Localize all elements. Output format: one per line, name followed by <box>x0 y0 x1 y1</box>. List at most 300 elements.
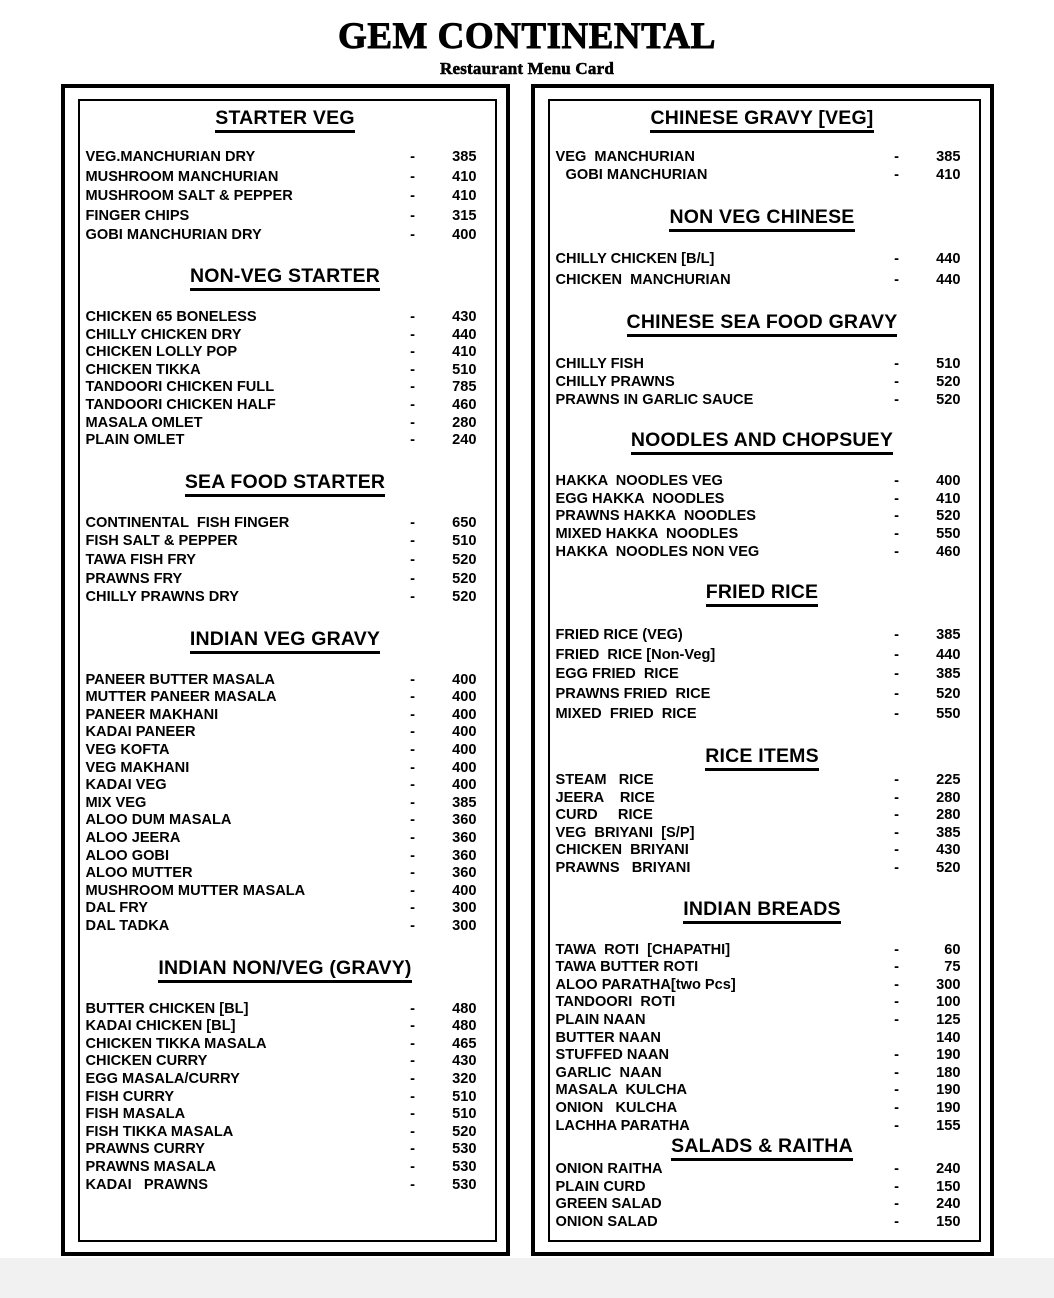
menu-item-row <box>554 995 971 1010</box>
menu-item-row <box>84 345 487 360</box>
menu-item-price: 240 <box>936 1161 961 1178</box>
menu-item-name: ALOO JEERA <box>85 830 181 847</box>
menu-item-price: 180 <box>936 1064 961 1081</box>
menu-item-price: 385 <box>936 149 961 165</box>
menu-item-row <box>554 527 971 542</box>
menu-item-name: ONION KULCHA <box>555 1100 678 1116</box>
menu-item-row <box>554 978 971 993</box>
menu-item-row <box>84 778 487 793</box>
menu-item-row <box>84 743 487 758</box>
menu-item-row <box>84 1037 487 1052</box>
menu-item-name: LACHHA PARATHA <box>555 1117 690 1134</box>
section-heading-non-veg-starter <box>84 265 487 288</box>
menu-item-name: PANEER BUTTER MASALA <box>85 671 275 688</box>
menu-item-dash: - <box>894 666 899 683</box>
menu-item-row <box>84 901 487 916</box>
menu-item-row <box>84 1090 487 1105</box>
menu-item-row <box>554 1180 971 1195</box>
menu-item-row <box>84 228 487 243</box>
menu-item-price: 400 <box>936 473 961 490</box>
menu-item-name: GOBI MANCHURIAN <box>561 166 708 183</box>
menu-item-dash: - <box>894 356 899 373</box>
menu-item-row <box>554 252 971 267</box>
menu-item-dash: - <box>410 706 415 723</box>
menu-item-name: PLAIN OMLET <box>85 432 185 449</box>
menu-item-row <box>554 1162 971 1177</box>
section-heading-text: FRIED RICE <box>706 581 819 607</box>
menu-item-price: 385 <box>936 824 961 841</box>
menu-item-row <box>84 170 487 185</box>
menu-item-list <box>554 943 971 1134</box>
section-heading-text: STARTER VEG <box>215 107 354 133</box>
menu-item-price: 300 <box>452 918 477 934</box>
menu-item-name: MASALA KULCHA <box>555 1082 688 1099</box>
menu-item-dash: - <box>410 168 415 185</box>
section-heading-text: INDIAN BREADS <box>683 898 841 924</box>
menu-item-row <box>84 398 487 413</box>
section-heading-indian-veg-gravy <box>84 628 487 651</box>
menu-item-row <box>84 516 487 531</box>
menu-item-name: CONTINENTAL FISH FINGER <box>85 514 290 531</box>
section-heading-chinese-gravy-veg <box>554 107 971 130</box>
menu-item-price: 400 <box>452 724 477 741</box>
menu-item-dash: - <box>894 959 899 976</box>
menu-item-name: ALOO MUTTER <box>85 865 193 882</box>
menu-item-row <box>554 628 971 643</box>
section-heading-indian-breads <box>554 898 971 921</box>
menu-item-row <box>84 1107 487 1122</box>
menu-item-dash: - <box>410 1053 415 1070</box>
menu-item-row <box>84 553 487 568</box>
menu-section-non-veg-chinese <box>554 206 971 287</box>
section-heading-noodles-and-chopsuey <box>554 429 971 452</box>
menu-item-dash: - <box>410 759 415 776</box>
menu-item-dash: - <box>410 414 415 431</box>
menu-item-dash: - <box>410 149 415 165</box>
menu-item-name: JEERA RICE <box>555 789 655 806</box>
menu-item-dash: - <box>410 794 415 811</box>
menu-item-price: 410 <box>452 188 477 205</box>
menu-item-name: BUTTER CHICKEN [BL] <box>85 1000 249 1017</box>
menu-item-dash: - <box>410 1070 415 1087</box>
menu-item-price: 320 <box>452 1070 477 1087</box>
menu-item-dash: - <box>410 207 415 224</box>
menu-item-name: HAKKA NOODLES VEG <box>555 473 723 490</box>
section-heading-indian-non-veg-gravy <box>84 957 487 980</box>
menu-item-dash: - <box>894 976 899 993</box>
menu-item-name: FISH SALT & PEPPER <box>85 533 238 550</box>
menu-item-name: CHILLY CHICKEN DRY <box>85 326 242 343</box>
menu-section-non-veg-starter <box>84 265 487 448</box>
menu-item-dash: - <box>410 514 415 531</box>
menu-item-name: EGG HAKKA NOODLES <box>555 490 725 507</box>
menu-item-price: 140 <box>936 1029 961 1046</box>
menu-item-row <box>84 189 487 204</box>
menu-item-price: 510 <box>452 361 477 378</box>
menu-item-dash: - <box>410 1106 415 1123</box>
menu-item-row <box>554 648 971 663</box>
menu-item-name: CHICKEN TIKKA <box>85 361 201 378</box>
section-heading-salads-raitha <box>554 1135 971 1158</box>
menu-item-price: 315 <box>452 207 477 224</box>
menu-item-price: 430 <box>936 842 961 859</box>
menu-item-dash: - <box>894 1064 899 1081</box>
menu-item-name: TANDOORI CHICKEN FULL <box>85 379 275 396</box>
menu-item-price: 550 <box>936 525 961 542</box>
menu-item-price: 440 <box>452 326 477 343</box>
menu-item-list <box>554 150 971 182</box>
menu-item-dash: - <box>894 824 899 841</box>
menu-item-row <box>84 813 487 828</box>
menu-item-dash: - <box>410 1176 415 1193</box>
menu-item-row <box>554 150 971 165</box>
menu-item-price: 190 <box>936 1047 961 1064</box>
menu-item-price: 410 <box>452 344 477 361</box>
menu-item-row <box>84 1178 487 1193</box>
menu-item-name: CHILLY PRAWNS DRY <box>85 589 240 606</box>
menu-item-name: STUFFED NAAN <box>555 1047 670 1064</box>
menu-item-row <box>554 273 971 288</box>
menu-item-row <box>554 1119 971 1134</box>
menu-item-name: EGG FRIED RICE <box>555 666 679 683</box>
menu-item-price: 520 <box>452 570 477 587</box>
menu-item-price: 440 <box>936 646 961 663</box>
menu-item-dash: - <box>894 149 899 165</box>
menu-item-dash: - <box>894 941 899 958</box>
menu-item-name: HAKKA NOODLES NON VEG <box>555 543 760 560</box>
menu-item-price: 520 <box>936 391 961 408</box>
menu-item-name: VEG BRIYANI [S/P] <box>555 824 695 841</box>
menu-item-dash: - <box>894 473 899 490</box>
menu-item-name: CHICKEN BRIYANI <box>555 842 689 859</box>
section-heading-text: SEA FOOD STARTER <box>185 471 385 497</box>
menu-item-price: 225 <box>936 772 961 789</box>
section-heading-text: NON-VEG STARTER <box>190 265 380 291</box>
menu-item-price: 360 <box>452 847 477 864</box>
menu-item-name: TANDOORI ROTI <box>555 994 676 1011</box>
menu-item-dash: - <box>410 396 415 413</box>
menu-item-dash: - <box>410 533 415 550</box>
menu-item-name: CHICKEN 65 BONELESS <box>85 308 257 325</box>
menu-item-list <box>554 773 971 876</box>
menu-item-name: ALOO PARATHA[two Pcs] <box>555 976 736 993</box>
menu-item-row <box>554 357 971 372</box>
menu-item-price: 360 <box>452 830 477 847</box>
menu-item-dash: - <box>894 860 899 877</box>
menu-item-dash: - <box>410 1000 415 1017</box>
menu-item-price: 520 <box>452 1123 477 1140</box>
menu-item-price: 60 <box>944 941 961 958</box>
menu-item-price: 100 <box>936 994 961 1011</box>
menu-item-price: 75 <box>944 959 961 976</box>
menu-item-dash: - <box>894 772 899 789</box>
section-heading-rice-items <box>554 745 971 768</box>
menu-item-dash: - <box>894 490 899 507</box>
menu-item-price: 520 <box>936 373 961 390</box>
menu-item-name: FISH MASALA <box>85 1106 186 1123</box>
menu-item-row <box>554 1101 971 1116</box>
menu-item-row <box>84 690 487 705</box>
menu-item-name: MASALA OMLET <box>85 414 203 431</box>
menu-item-name: FISH CURRY <box>85 1088 175 1105</box>
menu-item-dash: - <box>410 671 415 688</box>
menu-item-dash: - <box>410 432 415 449</box>
menu-item-list <box>554 357 971 407</box>
menu-item-row <box>84 534 487 549</box>
menu-item-dash: - <box>410 308 415 325</box>
menu-item-price: 520 <box>936 860 961 877</box>
menu-item-name: VEG KOFTA <box>85 742 170 759</box>
menu-item-dash: - <box>410 812 415 829</box>
menu-item-row <box>84 1002 487 1017</box>
menu-item-row <box>84 328 487 343</box>
menu-item-row <box>554 393 971 408</box>
menu-section-indian-breads <box>554 898 971 1134</box>
menu-item-price: 510 <box>936 356 961 373</box>
menu-item-price: 150 <box>936 1178 961 1195</box>
menu-item-dash: - <box>410 1158 415 1175</box>
menu-item-dash: - <box>410 689 415 706</box>
menu-item-name: KADAI VEG <box>85 777 167 794</box>
menu-item-row <box>554 1197 971 1212</box>
menu-item-list <box>554 474 971 559</box>
menu-item-price: 360 <box>452 812 477 829</box>
menu-item-dash: - <box>894 685 899 702</box>
menu-item-name: KADAI PRAWNS <box>85 1176 208 1193</box>
menu-item-price: 520 <box>936 685 961 702</box>
menu-item-dash: - <box>410 1088 415 1105</box>
menu-item-dash: - <box>894 1178 899 1195</box>
menu-item-row <box>554 474 971 489</box>
menu-section-indian-veg-gravy <box>84 628 487 934</box>
menu-item-row <box>84 209 487 224</box>
menu-section-rice-items <box>554 745 971 876</box>
menu-item-name: PRAWNS FRIED RICE <box>555 685 711 702</box>
section-heading-text: INDIAN VEG GRAVY <box>190 628 380 654</box>
menu-item-dash: - <box>410 188 415 205</box>
menu-item-row <box>84 1125 487 1140</box>
menu-item-price: 385 <box>936 666 961 683</box>
menu-item-dash: - <box>894 525 899 542</box>
menu-item-row <box>84 708 487 723</box>
menu-item-price: 280 <box>452 414 477 431</box>
menu-item-price: 510 <box>452 1106 477 1123</box>
menu-item-row <box>554 960 971 975</box>
menu-item-dash: - <box>894 1161 899 1178</box>
menu-item-price: 480 <box>452 1018 477 1035</box>
menu-item-price: 430 <box>452 308 477 325</box>
menu-item-list <box>554 628 971 721</box>
menu-item-row <box>84 919 487 934</box>
menu-item-name: CURD RICE <box>555 807 653 824</box>
menu-item-name: VEG MANCHURIAN <box>555 149 695 165</box>
section-heading-text: NON VEG CHINESE <box>669 206 854 232</box>
menu-item-name: PRAWNS BRIYANI <box>555 860 691 877</box>
menu-item-name: GREEN SALAD <box>555 1196 662 1213</box>
menu-item-dash: - <box>894 807 899 824</box>
menu-item-row <box>554 791 971 806</box>
menu-item-dash: - <box>894 627 899 644</box>
menu-item-dash: - <box>410 882 415 899</box>
menu-item-row <box>84 1072 487 1087</box>
menu-item-row <box>554 667 971 682</box>
menu-item-list <box>554 252 971 287</box>
menu-item-dash: - <box>410 777 415 794</box>
menu-panel-left <box>61 84 510 1256</box>
menu-item-name: PRAWNS FRY <box>85 570 183 587</box>
menu-item-row <box>84 1160 487 1175</box>
menu-item-row <box>84 590 487 605</box>
menu-item-dash: - <box>894 1012 899 1029</box>
menu-item-name: KADAI PANEER <box>85 724 196 741</box>
menu-item-row <box>84 1142 487 1157</box>
menu-panel-right-inner <box>548 99 981 1242</box>
menu-item-list <box>554 1162 971 1229</box>
menu-item-dash: - <box>894 251 899 268</box>
menu-item-name: PANEER MAKHANI <box>85 706 219 723</box>
menu-item-price: 785 <box>452 379 477 396</box>
menu-item-dash: - <box>410 1035 415 1052</box>
menu-item-price: 385 <box>452 149 477 165</box>
menu-section-sea-food-starter <box>84 471 487 605</box>
menu-item-name: PRAWNS HAKKA NOODLES <box>555 508 757 525</box>
menu-item-row <box>84 796 487 811</box>
menu-item-price: 430 <box>452 1053 477 1070</box>
menu-item-name: CHILLY CHICKEN [B/L] <box>555 251 715 268</box>
menu-item-name: FRIED RICE (VEG) <box>555 627 683 644</box>
menu-item-name: PRAWNS CURRY <box>85 1141 205 1158</box>
menu-item-price: 530 <box>452 1141 477 1158</box>
menu-item-price: 530 <box>452 1158 477 1175</box>
menu-item-row <box>554 1048 971 1063</box>
menu-item-name: CHICKEN MANCHURIAN <box>555 271 731 288</box>
menu-item-dash: - <box>894 1213 899 1230</box>
menu-item-name: FINGER CHIPS <box>85 207 190 224</box>
menu-item-price: 240 <box>936 1196 961 1213</box>
menu-item-dash: - <box>410 865 415 882</box>
menu-item-name: STEAM RICE <box>555 772 654 789</box>
menu-item-list <box>84 1002 487 1193</box>
menu-item-name: ONION SALAD <box>555 1213 658 1230</box>
menu-item-name: ONION RAITHA <box>555 1161 663 1178</box>
menu-item-dash: - <box>410 379 415 396</box>
menu-section-indian-non-veg-gravy <box>84 957 487 1193</box>
menu-item-dash: - <box>410 551 415 568</box>
menu-item-price: 465 <box>452 1035 477 1052</box>
menu-item-dash: - <box>410 361 415 378</box>
section-heading-non-veg-chinese <box>554 206 971 229</box>
menu-panel-right <box>531 84 994 1256</box>
menu-item-dash: - <box>410 900 415 917</box>
menu-item-dash: - <box>894 1100 899 1116</box>
menu-item-row <box>554 1031 971 1046</box>
menu-item-dash: - <box>410 1018 415 1035</box>
menu-item-list <box>84 516 487 605</box>
section-heading-starter-veg <box>84 107 487 130</box>
section-heading-text: RICE ITEMS <box>705 745 819 771</box>
menu-item-name: DAL FRY <box>85 900 148 917</box>
menu-item-price: 510 <box>452 533 477 550</box>
section-heading-text: SALADS & RAITHA <box>671 1135 853 1161</box>
menu-item-name: VEG MAKHANI <box>85 759 190 776</box>
menu-item-row <box>554 687 971 702</box>
menu-item-name: GARLIC NAAN <box>555 1064 662 1081</box>
menu-item-row <box>554 1013 971 1028</box>
menu-item-name: ALOO GOBI <box>85 847 170 864</box>
menu-item-price: 400 <box>452 777 477 794</box>
menu-item-name: CHICKEN LOLLY POP <box>85 344 238 361</box>
menu-item-price: 155 <box>936 1117 961 1134</box>
menu-item-row <box>84 761 487 776</box>
menu-item-row <box>84 380 487 395</box>
menu-item-price: 400 <box>452 689 477 706</box>
menu-item-price: 460 <box>936 543 961 560</box>
menu-item-dash: - <box>410 570 415 587</box>
menu-item-price: 400 <box>452 671 477 688</box>
menu-item-dash: - <box>410 1141 415 1158</box>
menu-item-price: 410 <box>936 166 961 183</box>
menu-item-row <box>554 1066 971 1081</box>
menu-item-name: TAWA BUTTER ROTI <box>555 959 699 976</box>
section-heading-text: CHINESE SEA FOOD GRAVY <box>627 311 898 337</box>
menu-section-fried-rice <box>554 581 971 721</box>
menu-item-dash: - <box>894 1196 899 1213</box>
menu-item-list <box>84 150 487 243</box>
menu-item-price: 400 <box>452 882 477 899</box>
menu-item-dash: - <box>894 994 899 1011</box>
menu-item-price: 400 <box>452 227 477 244</box>
menu-item-dash: - <box>410 227 415 244</box>
menu-item-price: 440 <box>936 251 961 268</box>
menu-item-price: 520 <box>452 551 477 568</box>
menu-item-name: PLAIN NAAN <box>555 1012 646 1029</box>
menu-item-price: 360 <box>452 865 477 882</box>
menu-panel-left-inner <box>78 99 497 1242</box>
menu-item-row <box>84 884 487 899</box>
menu-item-row <box>554 509 971 524</box>
menu-item-row <box>84 310 487 325</box>
menu-section-chinese-gravy-veg <box>554 107 971 182</box>
section-heading-fried-rice <box>554 581 971 604</box>
menu-item-row <box>554 773 971 788</box>
menu-item-row <box>554 843 971 858</box>
menu-item-dash: - <box>894 391 899 408</box>
menu-item-name: MIXED HAKKA NOODLES <box>555 525 739 542</box>
menu-item-name: PRAWNS MASALA <box>85 1158 217 1175</box>
section-heading-text: INDIAN NON/VEG (GRAVY) <box>158 957 411 983</box>
menu-section-starter-veg <box>84 107 487 243</box>
menu-item-price: 125 <box>936 1012 961 1029</box>
menu-item-name: CHILLY PRAWNS <box>555 373 675 390</box>
menu-item-dash: - <box>894 543 899 560</box>
menu-item-dash: - <box>894 646 899 663</box>
menu-item-dash: - <box>410 847 415 864</box>
menu-item-name: PLAIN CURD <box>555 1178 646 1195</box>
section-heading-text: CHINESE GRAVY [VEG] <box>650 107 873 133</box>
menu-item-name: KADAI CHICKEN [BL] <box>85 1018 236 1035</box>
menu-panels <box>0 84 1054 1256</box>
menu-item-price: 520 <box>936 508 961 525</box>
menu-item-price: 410 <box>936 490 961 507</box>
menu-item-price: 650 <box>452 514 477 531</box>
menu-item-row <box>84 849 487 864</box>
menu-header <box>0 0 1054 79</box>
menu-item-row <box>84 150 487 165</box>
menu-item-price: 480 <box>452 1000 477 1017</box>
menu-item-price: 400 <box>452 759 477 776</box>
menu-item-price: 300 <box>452 900 477 917</box>
restaurant-name: GEM CONTINENTAL <box>338 16 716 57</box>
